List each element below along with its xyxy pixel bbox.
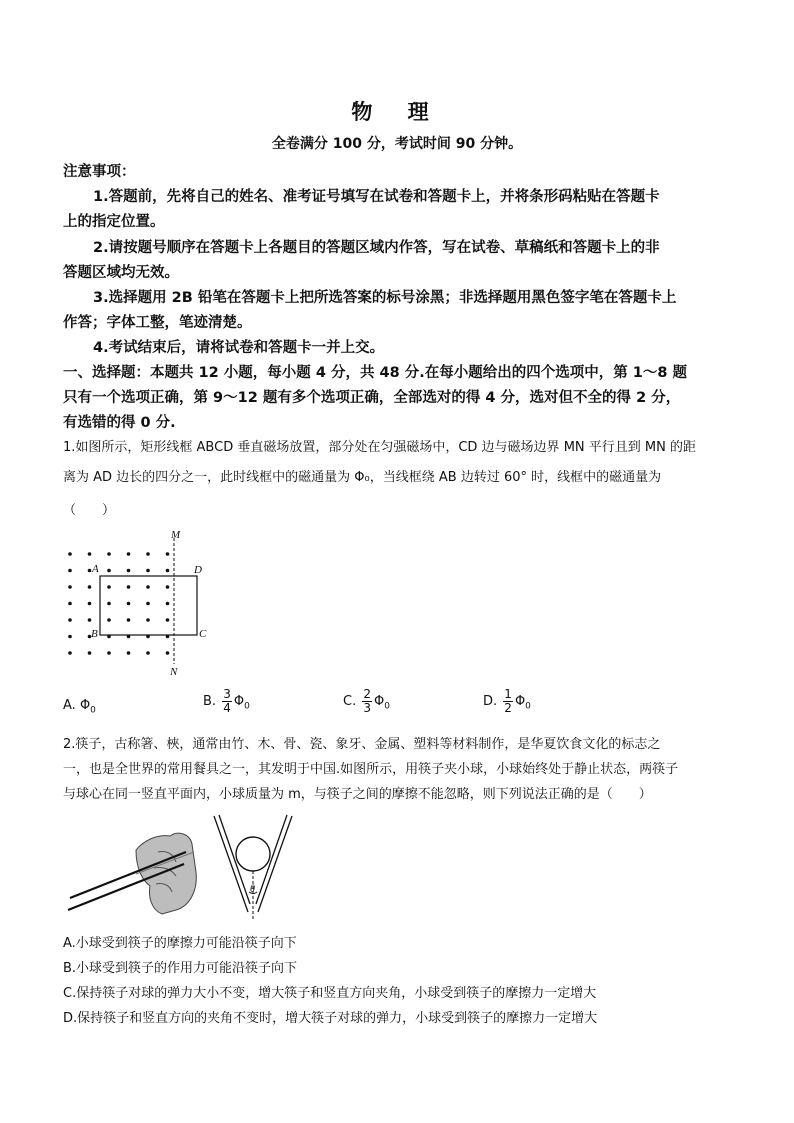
chopstick-left-outer (214, 816, 248, 912)
field-dot (88, 552, 92, 556)
fraction: $\frac{3}{4}$ (223, 687, 231, 715)
section-intro-line-1: 一、选择题：本题共 12 小题，每小题 4 分，共 48 分.在每小题给出的四个选项中，第 1～8 题 (63, 365, 688, 381)
notice-line-4: 答题区域均无效。 (63, 265, 179, 281)
field-dot (127, 602, 131, 606)
notice-line-6: 作答；字体工整，笔迹清楚。 (63, 315, 252, 331)
label-b: B (91, 628, 98, 640)
theta-label: θ (250, 884, 255, 895)
subscript: 0 (244, 701, 250, 712)
field-dot (107, 651, 111, 655)
chopstick-left-inner (219, 815, 250, 904)
label-n: N (170, 666, 178, 678)
field-dot (107, 585, 111, 589)
fraction: $\frac{2}{3}$ (363, 687, 371, 715)
field-dot (146, 618, 150, 622)
notice-line-7: 4.考试结束后，请将试卷和答题卡一并上交。 (93, 340, 385, 356)
field-dot (68, 618, 72, 622)
field-dot (127, 618, 131, 622)
subscript: 0 (90, 705, 96, 716)
field-dot (146, 552, 150, 556)
q1-option-a[interactable] (63, 698, 96, 716)
option-label: B. (203, 694, 217, 709)
q2-stem-line-1: 2.筷子，古称箸、梜，通常由竹、木、骨、瓷、象牙、金属、塑料等材料制作，是华夏饮食文化的标志之 (63, 737, 661, 752)
field-dot (146, 569, 150, 573)
field-dot (127, 569, 131, 573)
field-dot (166, 651, 170, 655)
q1-stem-line-2: 离为 AD 边长的四分之一，此时线框中的磁通量为 Φ₀，当线框绕 AB 边转过 60° 时，线框中的磁通量为 (63, 470, 662, 485)
exam-info: 全卷满分 100 分，考试时间 90 分钟。 (271, 136, 523, 152)
field-dot (166, 552, 170, 556)
ball (236, 837, 270, 871)
section-intro-line-3: 有选错的得 0 分. (63, 415, 176, 431)
field-dot (88, 651, 92, 655)
field-dot (68, 602, 72, 606)
q2-option-c[interactable]: C.保持筷子对球的弹力大小不变，增大筷子和竖直方向夹角，小球受到筷子的摩擦力一定增大 (63, 986, 597, 1001)
magnetic-field-dots (68, 552, 169, 655)
label-d: D (194, 564, 202, 576)
field-dot (107, 618, 111, 622)
notice-heading: 注意事项： (63, 164, 136, 180)
field-dot (146, 585, 150, 589)
field-dot (127, 585, 131, 589)
fraction: $\frac{1}{2}$ (504, 687, 512, 715)
option-value: Φ (233, 694, 245, 709)
q2-chopsticks-ball-figure (208, 812, 298, 922)
subscript: 0 (525, 701, 531, 712)
field-dot (88, 618, 92, 622)
field-dot (166, 569, 170, 573)
option-value: Φ (514, 694, 526, 709)
page-title: 物 理 (351, 100, 443, 124)
field-dot (68, 569, 72, 573)
q1-option-d[interactable] (483, 688, 531, 715)
field-dot (166, 585, 170, 589)
field-dot (68, 651, 72, 655)
field-dot (166, 602, 170, 606)
field-dot (146, 651, 150, 655)
notice-line-2: 上的指定位置。 (63, 214, 165, 230)
coil-frame-abcd (100, 576, 197, 635)
option-label: C. (343, 694, 357, 709)
field-dot (107, 552, 111, 556)
field-dot (68, 585, 72, 589)
field-dot (107, 602, 111, 606)
q2-option-b[interactable]: B.小球受到筷子的作用力可能沿筷子向下 (63, 961, 298, 976)
q2-option-d[interactable]: D.保持筷子和竖直方向的夹角不变时，增大筷子对球的弹力，小球受到筷子的摩擦力一定增大 (63, 1011, 598, 1026)
field-dot (127, 651, 131, 655)
q2-stem-line-2: 一，也是全世界的常用餐具之一，其发明于中国.如图所示，用筷子夹小球，小球始终处于静止状态，两筷子 (63, 762, 679, 777)
field-dot (68, 635, 72, 639)
q2-stem-line-3: 与球心在同一竖直平面内，小球质量为 m，与筷子之间的摩擦不能忽略，则下列说法正确的是（ ） (63, 787, 652, 802)
field-dot (88, 585, 92, 589)
chopstick-right-outer (258, 816, 292, 912)
field-dot (107, 569, 111, 573)
field-dot (166, 618, 170, 622)
option-label: A. (63, 698, 76, 713)
section-intro-line-2: 只有一个选项正确，第 9～12 题有多个选项正确，全部选对的得 4 分，选对但不全的得 2 分， (63, 390, 681, 406)
label-c: C (199, 628, 207, 640)
option-value: Φ (79, 698, 91, 713)
chopstick-right-inner (256, 815, 287, 904)
chopsticks-hand-photo (66, 812, 206, 922)
q1-stem-line-1: 1.如图所示，矩形线框 ABCD 垂直磁场放置，部分处在匀强磁场中，CD 边与磁场边界 MN 平行且到 MN 的距 (63, 440, 696, 455)
field-dot (127, 552, 131, 556)
field-dot (88, 602, 92, 606)
q1-magnetic-field-figure (60, 526, 220, 681)
field-dot (146, 602, 150, 606)
q1-option-b[interactable] (203, 688, 250, 715)
q2-option-a[interactable]: A.小球受到筷子的摩擦力可能沿筷子向下 (63, 936, 297, 951)
field-dot (88, 569, 92, 573)
field-dot (68, 552, 72, 556)
option-value: Φ (374, 694, 385, 709)
q1-option-c[interactable] (343, 688, 390, 715)
q1-answer-blank: （ ） (63, 503, 116, 518)
notice-line-5: 3.选择题用 2B 铅笔在答题卡上把所选答案的标号涂黑；非选择题用黑色签字笔在答题卡上 (93, 290, 677, 306)
label-m: M (171, 529, 181, 541)
option-label: D. (483, 694, 498, 709)
notice-line-3: 2.请按题号顺序在答题卡上各题目的答题区域内作答，写在试卷、草稿纸和答题卡上的非 (93, 240, 660, 256)
subscript: 0 (384, 701, 390, 712)
label-a: A (92, 563, 99, 575)
notice-line-1: 1.答题前，先将自己的姓名、准考证号填写在试卷和答题卡上，并将条形码粘贴在答题卡 (93, 189, 660, 205)
